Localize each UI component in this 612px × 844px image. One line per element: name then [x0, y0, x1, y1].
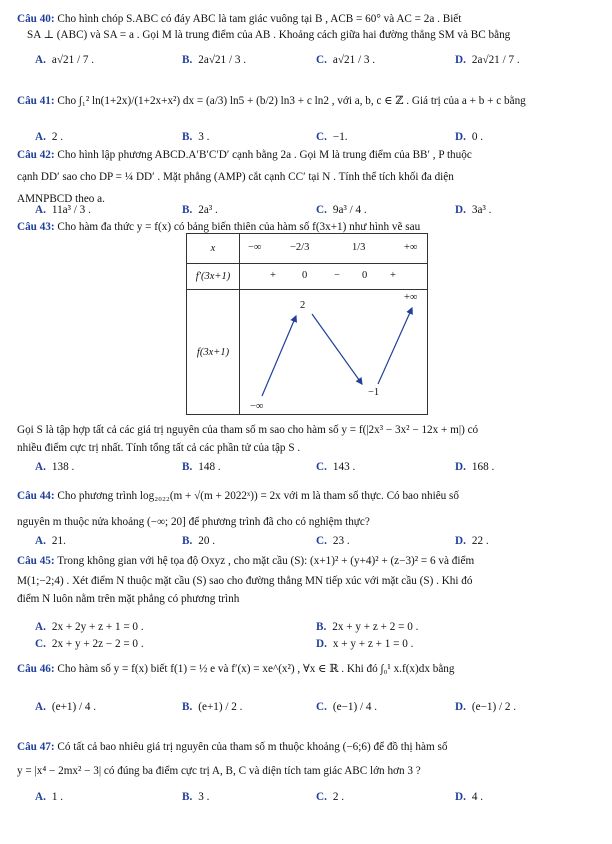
- option-label: C.: [35, 638, 46, 650]
- option-label: A.: [35, 535, 46, 547]
- option-label: A.: [35, 791, 46, 803]
- option-label: B.: [316, 621, 327, 633]
- option-label: B.: [182, 461, 193, 473]
- question-number: Câu 43:: [17, 221, 55, 233]
- f-value: −1: [368, 387, 380, 398]
- sign-zero: 0: [362, 270, 368, 281]
- option-b: 20 .: [198, 535, 216, 547]
- question-text-line: cạnh DD′ sao cho DP = ¼ DD′ . Mặt phẳng (AMP) cắt cạnh CC′ tại N . Tính thể tích khối đa diện: [17, 171, 454, 183]
- option-a: a√21 / 7 .: [51, 54, 95, 66]
- option-label: B.: [182, 791, 193, 803]
- option-label: A.: [35, 701, 46, 713]
- option-d: 4 .: [471, 791, 484, 803]
- question-text-line: SA ⊥ (ABC) và SA = a . Gọi M là trung điểm của AB . Khoảng cách giữa hai đường thẳng SM và BC bằng: [27, 29, 511, 41]
- option-c: 23 .: [332, 535, 350, 547]
- question-text-line: điểm N luôn nằm trên mặt phẳng có phương trình: [17, 593, 240, 605]
- f-value: −∞: [250, 401, 264, 412]
- x-value: −2/3: [290, 242, 310, 253]
- option-label: B.: [182, 204, 193, 216]
- option-c: −1.: [332, 131, 348, 143]
- option-d: 3a³ .: [471, 204, 492, 216]
- question-44: [17, 488, 602, 530]
- question-number: Câu 45:: [17, 555, 55, 567]
- sign: +: [270, 270, 276, 281]
- question-45: [17, 553, 602, 607]
- sign: −: [334, 270, 340, 281]
- question-text-line: Cho hàm số y = f(x) biết f(1) = ½ e và f′(x) = xe^(x²) , ∀x ∈ ℝ . Khi đó ∫₀¹ x.f(x)dx bằng: [57, 663, 455, 675]
- option-label: D.: [316, 638, 327, 650]
- options-45-row2: [35, 635, 595, 653]
- sign-row: [240, 264, 428, 290]
- arrow-up: [262, 316, 296, 396]
- table-label-function: f(3x+1): [187, 290, 240, 415]
- x-value: +∞: [404, 242, 418, 253]
- options-45-row1: [35, 618, 595, 636]
- option-c: 9a³ / 4 .: [332, 204, 367, 216]
- x-values-row: [240, 234, 428, 264]
- option-label: C.: [316, 461, 327, 473]
- question-46: [17, 661, 602, 677]
- option-label: B.: [182, 131, 193, 143]
- option-label: D.: [455, 131, 466, 143]
- option-label: C.: [316, 535, 327, 547]
- option-c: 2x + y + 2z − 2 = 0 .: [51, 638, 144, 650]
- option-label: C.: [316, 791, 327, 803]
- question-number: Câu 47:: [17, 741, 55, 753]
- question-41: [17, 93, 602, 109]
- question-text-line: nguyên m thuộc nửa khoảng (−∞; 20] để phương trình đã cho có nghiệm thực?: [17, 516, 370, 528]
- option-label: D.: [455, 461, 466, 473]
- question-number: Câu 46:: [17, 663, 55, 675]
- options-41: [35, 128, 595, 146]
- option-a: 2x + 2y + z + 1 = 0 .: [51, 621, 144, 633]
- option-a: (e+1) / 4 .: [51, 701, 97, 713]
- question-text-line: Gọi S là tập hợp tất cả các giá trị nguyên của tham số m sao cho hàm số y = f(|2x³ − 3x² − 12x + m|) có: [17, 424, 479, 436]
- option-d: (e−1) / 2 .: [471, 701, 517, 713]
- question-text-line: Cho hàm đa thức y = f(x) có bảng biến thiên của hàm số f(3x+1) như hình vẽ sau: [57, 221, 421, 233]
- sign-zero: 0: [302, 270, 308, 281]
- question-text-line: nhiều điểm cực trị nhất. Tính tổng tất cả các phần tử của tập S .: [17, 442, 301, 454]
- question-text-line: AMNPBCD theo a.: [17, 193, 105, 205]
- options-42: [35, 201, 595, 219]
- option-label: A.: [35, 54, 46, 66]
- option-d: x + y + z + 1 = 0 .: [332, 638, 414, 650]
- option-b: 2a√21 / 3 .: [198, 54, 247, 66]
- arrow-up: [378, 308, 412, 384]
- option-c: (e−1) / 4 .: [332, 701, 378, 713]
- question-text-line: y = |x⁴ − 2mx² − 3| có đúng ba điểm cực trị A, B, C và diện tích tam giác ABC lớn hơn 3 ?: [17, 765, 421, 777]
- option-label: B.: [182, 54, 193, 66]
- question-47: [17, 739, 602, 779]
- question-text-line: Có tất cả bao nhiêu giá trị nguyên của tham số m thuộc khoảng (−6;6) để đồ thị hàm số: [57, 741, 448, 753]
- f-value: 2: [300, 300, 306, 311]
- option-c: 2 .: [332, 791, 345, 803]
- option-d: 2a√21 / 7 .: [471, 54, 520, 66]
- question-number: Câu 42:: [17, 149, 55, 161]
- question-43-continued: [17, 422, 602, 456]
- option-a: 1 .: [51, 791, 64, 803]
- f-value: +∞: [404, 292, 418, 303]
- question-text-line: Cho hình lập phương ABCD.A′B′C′D′ cạnh bằng 2a . Gọi M là trung điểm của BB′ , P thuộc: [57, 149, 472, 161]
- option-b: (e+1) / 2 .: [198, 701, 243, 713]
- options-47: [35, 788, 595, 806]
- option-a: 138 .: [51, 461, 75, 473]
- option-c: 143 .: [332, 461, 356, 473]
- option-d: 168 .: [471, 461, 495, 473]
- option-label: D.: [455, 54, 466, 66]
- option-label: D.: [455, 204, 466, 216]
- option-d: 22 .: [471, 535, 489, 547]
- question-text-line: M(1;−2;4) . Xét điểm N thuộc mặt cầu (S) sao cho đường thẳng MN tiếp xúc với mặt cầu (S) . Khi đó: [17, 575, 473, 587]
- option-d: 0 .: [471, 131, 484, 143]
- options-46: [35, 698, 595, 716]
- question-text-line: Cho phương trình log₂₀₂₂(m + √(m + 2022ˣ)) = 2x với m là tham số thực. Có bao nhiêu số: [57, 490, 459, 502]
- option-b: 2a³ .: [198, 204, 218, 216]
- options-43: [35, 458, 595, 476]
- option-b: 3 .: [198, 131, 210, 143]
- option-label: A.: [35, 621, 46, 633]
- option-label: D.: [455, 701, 466, 713]
- option-a: 2 .: [51, 131, 64, 143]
- question-text-line: Cho ∫₁² ln(1+2x)/(1+2x+x²) dx = (a/3) ln5 + (b/2) ln3 + c ln2 , với a, b, c ∈ ℤ . Giá trị của a + b + c bằng: [57, 95, 526, 107]
- option-label: B.: [182, 535, 193, 547]
- table-label-derivative: f′(3x+1): [187, 264, 240, 290]
- option-label: A.: [35, 131, 46, 143]
- option-b: 2x + y + z + 2 = 0 .: [332, 621, 419, 633]
- option-label: A.: [35, 461, 46, 473]
- question-42: [17, 147, 602, 207]
- x-value: −∞: [248, 242, 262, 253]
- option-label: C.: [316, 54, 327, 66]
- option-label: C.: [316, 701, 327, 713]
- x-value: 1/3: [352, 242, 366, 253]
- option-b: 3 .: [198, 791, 210, 803]
- question-number: Câu 44:: [17, 490, 55, 502]
- option-label: D.: [455, 535, 466, 547]
- question-number: Câu 40:: [17, 13, 55, 25]
- option-label: D.: [455, 791, 466, 803]
- option-b: 148 .: [198, 461, 221, 473]
- option-a: 21.: [51, 535, 66, 547]
- function-row: [240, 290, 428, 415]
- arrow-down: [312, 314, 362, 384]
- options-40: [35, 51, 595, 69]
- option-label: C.: [316, 131, 327, 143]
- options-44: [35, 532, 595, 550]
- option-a: 11a³ / 3 .: [51, 204, 91, 216]
- sign: +: [390, 270, 396, 281]
- question-40: [17, 11, 602, 43]
- option-label: B.: [182, 701, 193, 713]
- question-number: Câu 41:: [17, 95, 55, 107]
- table-label-x: x: [187, 234, 240, 264]
- option-c: a√21 / 3 .: [332, 54, 376, 66]
- question-text-line: Trong không gian với hệ tọa độ Oxyz , cho mặt cầu (S): (x+1)² + (y+4)² + (z−3)² = 6 và điểm: [57, 555, 475, 567]
- arrows: [240, 290, 428, 414]
- question-text-line: Cho hình chóp S.ABC có đáy ABC là tam giác vuông tại B , ACB = 60° và AC = 2a . Biết: [57, 13, 462, 25]
- option-label: A.: [35, 204, 46, 216]
- option-label: C.: [316, 204, 327, 216]
- variation-table: [186, 233, 428, 415]
